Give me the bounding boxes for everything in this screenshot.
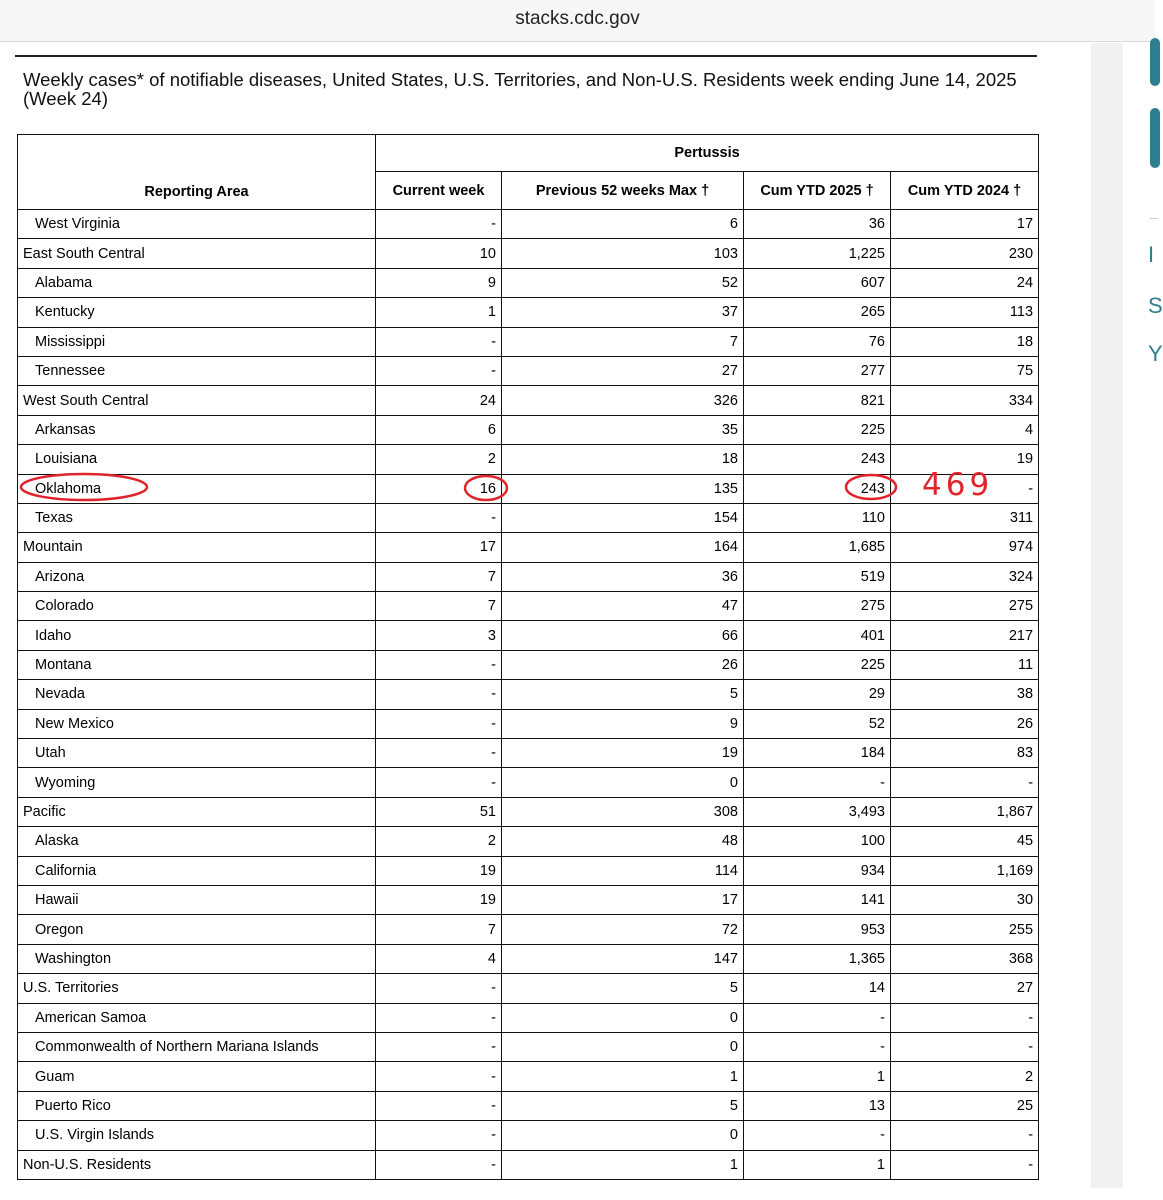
- browser-address-bar[interactable]: [0, 0, 1155, 42]
- cell-reporting-area: Tennessee: [18, 356, 376, 385]
- column-header-reporting-area: Reporting Area: [18, 135, 376, 210]
- table-row: [18, 621, 1039, 650]
- cell-previous-52-weeks-max: 66: [502, 621, 744, 650]
- cell-cum-ytd-2024: 18: [891, 327, 1039, 356]
- table-body: [18, 210, 1039, 1180]
- cell-reporting-area: Texas: [18, 503, 376, 532]
- cell-cum-ytd-2025: 1,685: [744, 533, 891, 562]
- cell-current-week: 16: [376, 474, 502, 503]
- cell-current-week: 51: [376, 797, 502, 826]
- cell-cum-ytd-2024: -: [891, 1121, 1039, 1150]
- cell-cum-ytd-2025: 100: [744, 827, 891, 856]
- side-divider: [1150, 218, 1158, 219]
- cell-cum-ytd-2024: 19: [891, 445, 1039, 474]
- cell-previous-52-weeks-max: 5: [502, 974, 744, 1003]
- cell-cum-ytd-2024: 4: [891, 415, 1039, 444]
- header-rule: [15, 55, 1037, 57]
- cell-reporting-area: Wyoming: [18, 768, 376, 797]
- cell-cum-ytd-2024: 334: [891, 386, 1039, 415]
- cell-previous-52-weeks-max: 0: [502, 768, 744, 797]
- column-header-current-week: Current week: [376, 172, 502, 210]
- cell-previous-52-weeks-max: 37: [502, 298, 744, 327]
- cell-cum-ytd-2025: 52: [744, 709, 891, 738]
- cell-reporting-area: Washington: [18, 944, 376, 973]
- cell-reporting-area: Arkansas: [18, 415, 376, 444]
- cell-reporting-area: Montana: [18, 650, 376, 679]
- cell-reporting-area: Oklahoma: [18, 474, 376, 503]
- cell-reporting-area: Non-U.S. Residents: [18, 1150, 376, 1179]
- cell-previous-52-weeks-max: 103: [502, 239, 744, 268]
- cell-current-week: -: [376, 680, 502, 709]
- cell-cum-ytd-2024: -: [891, 768, 1039, 797]
- cell-cum-ytd-2025: 277: [744, 356, 891, 385]
- cell-cum-ytd-2024: 1,867: [891, 797, 1039, 826]
- cell-cum-ytd-2025: 821: [744, 386, 891, 415]
- cell-reporting-area: Oregon: [18, 915, 376, 944]
- cell-cum-ytd-2025: 275: [744, 592, 891, 621]
- cell-current-week: -: [376, 974, 502, 1003]
- cell-cum-ytd-2024: 275: [891, 592, 1039, 621]
- cell-cum-ytd-2025: 225: [744, 650, 891, 679]
- cell-cum-ytd-2024: 255: [891, 915, 1039, 944]
- table-row: [18, 592, 1039, 621]
- cell-reporting-area: Guam: [18, 1062, 376, 1091]
- side-glyph-icon: Y: [1148, 341, 1163, 366]
- table-row: [18, 650, 1039, 679]
- cell-previous-52-weeks-max: 72: [502, 915, 744, 944]
- cell-current-week: 7: [376, 562, 502, 591]
- side-glyph-icon: S: [1148, 293, 1163, 318]
- cell-cum-ytd-2025: 76: [744, 327, 891, 356]
- cell-cum-ytd-2024: 30: [891, 885, 1039, 914]
- cell-previous-52-weeks-max: 135: [502, 474, 744, 503]
- cell-previous-52-weeks-max: 164: [502, 533, 744, 562]
- cell-previous-52-weeks-max: 19: [502, 739, 744, 768]
- cell-reporting-area: Utah: [18, 739, 376, 768]
- cell-previous-52-weeks-max: 27: [502, 356, 744, 385]
- cell-cum-ytd-2025: 607: [744, 268, 891, 297]
- cell-cum-ytd-2024: 1,169: [891, 856, 1039, 885]
- cell-previous-52-weeks-max: 114: [502, 856, 744, 885]
- cell-cum-ytd-2024: 75: [891, 356, 1039, 385]
- cell-cum-ytd-2025: 1: [744, 1150, 891, 1179]
- cell-previous-52-weeks-max: 17: [502, 885, 744, 914]
- cell-reporting-area: Pacific: [18, 797, 376, 826]
- cell-reporting-area: Idaho: [18, 621, 376, 650]
- cell-current-week: 24: [376, 386, 502, 415]
- cell-cum-ytd-2024: 311: [891, 503, 1039, 532]
- table-row: [18, 1091, 1039, 1120]
- side-glyph-icon: I: [1148, 242, 1155, 267]
- cell-reporting-area: Mountain: [18, 533, 376, 562]
- cell-current-week: -: [376, 1121, 502, 1150]
- cell-current-week: -: [376, 739, 502, 768]
- cell-cum-ytd-2024: 974: [891, 533, 1039, 562]
- cell-cum-ytd-2025: 401: [744, 621, 891, 650]
- cell-current-week: -: [376, 1150, 502, 1179]
- cell-current-week: 2: [376, 827, 502, 856]
- cell-cum-ytd-2024: 324: [891, 562, 1039, 591]
- table-row: [18, 210, 1039, 239]
- cell-reporting-area: New Mexico: [18, 709, 376, 738]
- url-text: stacks.cdc.gov: [515, 8, 640, 29]
- cell-cum-ytd-2025: 184: [744, 739, 891, 768]
- cell-reporting-area: Louisiana: [18, 445, 376, 474]
- cell-cum-ytd-2025: 110: [744, 503, 891, 532]
- table-row: [18, 944, 1039, 973]
- cell-reporting-area: Puerto Rico: [18, 1091, 376, 1120]
- table-row: [18, 1032, 1039, 1061]
- cell-current-week: 3: [376, 621, 502, 650]
- cell-previous-52-weeks-max: 5: [502, 1091, 744, 1120]
- table-row: [18, 445, 1039, 474]
- cell-current-week: -: [376, 1091, 502, 1120]
- cell-current-week: 19: [376, 885, 502, 914]
- column-header-cum-ytd-2025: Cum YTD 2025 †: [744, 172, 891, 210]
- handwritten-note: 469: [922, 467, 994, 503]
- cell-previous-52-weeks-max: 326: [502, 386, 744, 415]
- table-row: [18, 856, 1039, 885]
- cell-previous-52-weeks-max: 35: [502, 415, 744, 444]
- cell-reporting-area: American Samoa: [18, 1003, 376, 1032]
- cell-cum-ytd-2025: 36: [744, 210, 891, 239]
- table-row: [18, 327, 1039, 356]
- cell-current-week: 10: [376, 239, 502, 268]
- cell-current-week: -: [376, 210, 502, 239]
- cell-cum-ytd-2025: 265: [744, 298, 891, 327]
- table-row: [18, 268, 1039, 297]
- cell-cum-ytd-2024: -: [891, 1032, 1039, 1061]
- table-row: [18, 1150, 1039, 1179]
- cell-current-week: 6: [376, 415, 502, 444]
- cell-cum-ytd-2024: 25: [891, 1091, 1039, 1120]
- table-row: [18, 827, 1039, 856]
- cell-cum-ytd-2024: 113: [891, 298, 1039, 327]
- cell-cum-ytd-2024: 17: [891, 210, 1039, 239]
- cell-current-week: -: [376, 1032, 502, 1061]
- cell-reporting-area: Colorado: [18, 592, 376, 621]
- table-row: [18, 474, 1039, 503]
- table-row: [18, 915, 1039, 944]
- table-row: [18, 1003, 1039, 1032]
- table-row: [18, 974, 1039, 1003]
- cell-cum-ytd-2024: 45: [891, 827, 1039, 856]
- cell-reporting-area: West South Central: [18, 386, 376, 415]
- cell-current-week: -: [376, 327, 502, 356]
- cell-cum-ytd-2025: 1,365: [744, 944, 891, 973]
- cell-reporting-area: Nevada: [18, 680, 376, 709]
- cell-reporting-area: U.S. Virgin Islands: [18, 1121, 376, 1150]
- cell-cum-ytd-2024: -: [891, 474, 1039, 503]
- table-row: [18, 1121, 1039, 1150]
- cell-cum-ytd-2025: -: [744, 1121, 891, 1150]
- table-row: [18, 680, 1039, 709]
- cell-previous-52-weeks-max: 18: [502, 445, 744, 474]
- side-panel: [1123, 43, 1155, 1200]
- cell-reporting-area: East South Central: [18, 239, 376, 268]
- cell-cum-ytd-2025: 1: [744, 1062, 891, 1091]
- cell-cum-ytd-2025: -: [744, 1003, 891, 1032]
- cell-reporting-area: Alabama: [18, 268, 376, 297]
- side-panel-tab[interactable]: [1150, 38, 1160, 86]
- cell-current-week: 7: [376, 915, 502, 944]
- cell-previous-52-weeks-max: 0: [502, 1032, 744, 1061]
- cell-cum-ytd-2024: 368: [891, 944, 1039, 973]
- cell-previous-52-weeks-max: 0: [502, 1003, 744, 1032]
- group-header-pertussis: Pertussis: [376, 135, 1039, 172]
- cell-current-week: -: [376, 650, 502, 679]
- cell-current-week: 19: [376, 856, 502, 885]
- cell-cum-ytd-2024: 11: [891, 650, 1039, 679]
- table-row: [18, 356, 1039, 385]
- cell-previous-52-weeks-max: 9: [502, 709, 744, 738]
- table-row: [18, 298, 1039, 327]
- cell-cum-ytd-2024: 24: [891, 268, 1039, 297]
- cell-current-week: -: [376, 1003, 502, 1032]
- cell-cum-ytd-2024: 83: [891, 739, 1039, 768]
- cell-reporting-area: Arizona: [18, 562, 376, 591]
- cell-previous-52-weeks-max: 6: [502, 210, 744, 239]
- column-header-cum-ytd-2024: Cum YTD 2024 †: [891, 172, 1039, 210]
- cell-cum-ytd-2025: 3,493: [744, 797, 891, 826]
- cell-reporting-area: Mississippi: [18, 327, 376, 356]
- cell-previous-52-weeks-max: 47: [502, 592, 744, 621]
- cell-cum-ytd-2024: 217: [891, 621, 1039, 650]
- cell-cum-ytd-2025: 13: [744, 1091, 891, 1120]
- cell-cum-ytd-2025: 243: [744, 445, 891, 474]
- cell-cum-ytd-2025: -: [744, 768, 891, 797]
- notifiable-diseases-table: [17, 134, 1039, 1180]
- cell-reporting-area: Kentucky: [18, 298, 376, 327]
- table-row: [18, 885, 1039, 914]
- table-row: [18, 533, 1039, 562]
- cell-cum-ytd-2024: 27: [891, 974, 1039, 1003]
- table-row: [18, 709, 1039, 738]
- cell-previous-52-weeks-max: 48: [502, 827, 744, 856]
- table-row: [18, 797, 1039, 826]
- cell-cum-ytd-2025: -: [744, 1032, 891, 1061]
- cell-current-week: 1: [376, 298, 502, 327]
- table-row: [18, 503, 1039, 532]
- cell-current-week: 2: [376, 445, 502, 474]
- cell-previous-52-weeks-max: 0: [502, 1121, 744, 1150]
- cell-cum-ytd-2025: 29: [744, 680, 891, 709]
- cell-previous-52-weeks-max: 154: [502, 503, 744, 532]
- cell-current-week: -: [376, 503, 502, 532]
- cell-reporting-area: California: [18, 856, 376, 885]
- cell-cum-ytd-2024: 26: [891, 709, 1039, 738]
- cell-reporting-area: Hawaii: [18, 885, 376, 914]
- cell-previous-52-weeks-max: 52: [502, 268, 744, 297]
- cell-current-week: 7: [376, 592, 502, 621]
- cell-previous-52-weeks-max: 308: [502, 797, 744, 826]
- table-row: [18, 768, 1039, 797]
- cell-current-week: 4: [376, 944, 502, 973]
- table-row: [18, 386, 1039, 415]
- column-header-previous-52-weeks-max: Previous 52 weeks Max †: [502, 172, 744, 210]
- cell-cum-ytd-2024: 2: [891, 1062, 1039, 1091]
- cell-previous-52-weeks-max: 5: [502, 680, 744, 709]
- cell-cum-ytd-2024: -: [891, 1003, 1039, 1032]
- table-row: [18, 562, 1039, 591]
- page-scroll-gutter: [1091, 43, 1123, 1188]
- cell-previous-52-weeks-max: 7: [502, 327, 744, 356]
- cell-cum-ytd-2024: 38: [891, 680, 1039, 709]
- cell-reporting-area: Commonwealth of Northern Mariana Islands: [18, 1032, 376, 1061]
- cell-cum-ytd-2025: 953: [744, 915, 891, 944]
- table-row: [18, 1062, 1039, 1091]
- table-row: [18, 739, 1039, 768]
- cell-current-week: -: [376, 768, 502, 797]
- cell-reporting-area: Alaska: [18, 827, 376, 856]
- cell-cum-ytd-2025: 519: [744, 562, 891, 591]
- cell-current-week: -: [376, 356, 502, 385]
- cell-cum-ytd-2025: 141: [744, 885, 891, 914]
- cell-cum-ytd-2024: -: [891, 1150, 1039, 1179]
- cell-cum-ytd-2025: 1,225: [744, 239, 891, 268]
- table-row: [18, 415, 1039, 444]
- cell-cum-ytd-2024: 230: [891, 239, 1039, 268]
- cell-current-week: -: [376, 1062, 502, 1091]
- cell-previous-52-weeks-max: 36: [502, 562, 744, 591]
- table-row: [18, 239, 1039, 268]
- cell-current-week: -: [376, 709, 502, 738]
- cell-previous-52-weeks-max: 1: [502, 1150, 744, 1179]
- cell-current-week: 9: [376, 268, 502, 297]
- cell-cum-ytd-2025: 14: [744, 974, 891, 1003]
- cell-current-week: 17: [376, 533, 502, 562]
- cell-cum-ytd-2025: 225: [744, 415, 891, 444]
- cell-cum-ytd-2025: 243: [744, 474, 891, 503]
- cell-previous-52-weeks-max: 1: [502, 1062, 744, 1091]
- page-title: Weekly cases* of notifiable diseases, United States, U.S. Territories, and Non-U.S. Residents week ending June 14, 2025 (Week 24): [23, 69, 1017, 109]
- side-panel-tab[interactable]: [1150, 108, 1160, 168]
- cell-reporting-area: U.S. Territories: [18, 974, 376, 1003]
- cell-previous-52-weeks-max: 147: [502, 944, 744, 973]
- cell-previous-52-weeks-max: 26: [502, 650, 744, 679]
- cell-cum-ytd-2025: 934: [744, 856, 891, 885]
- cell-reporting-area: West Virginia: [18, 210, 376, 239]
